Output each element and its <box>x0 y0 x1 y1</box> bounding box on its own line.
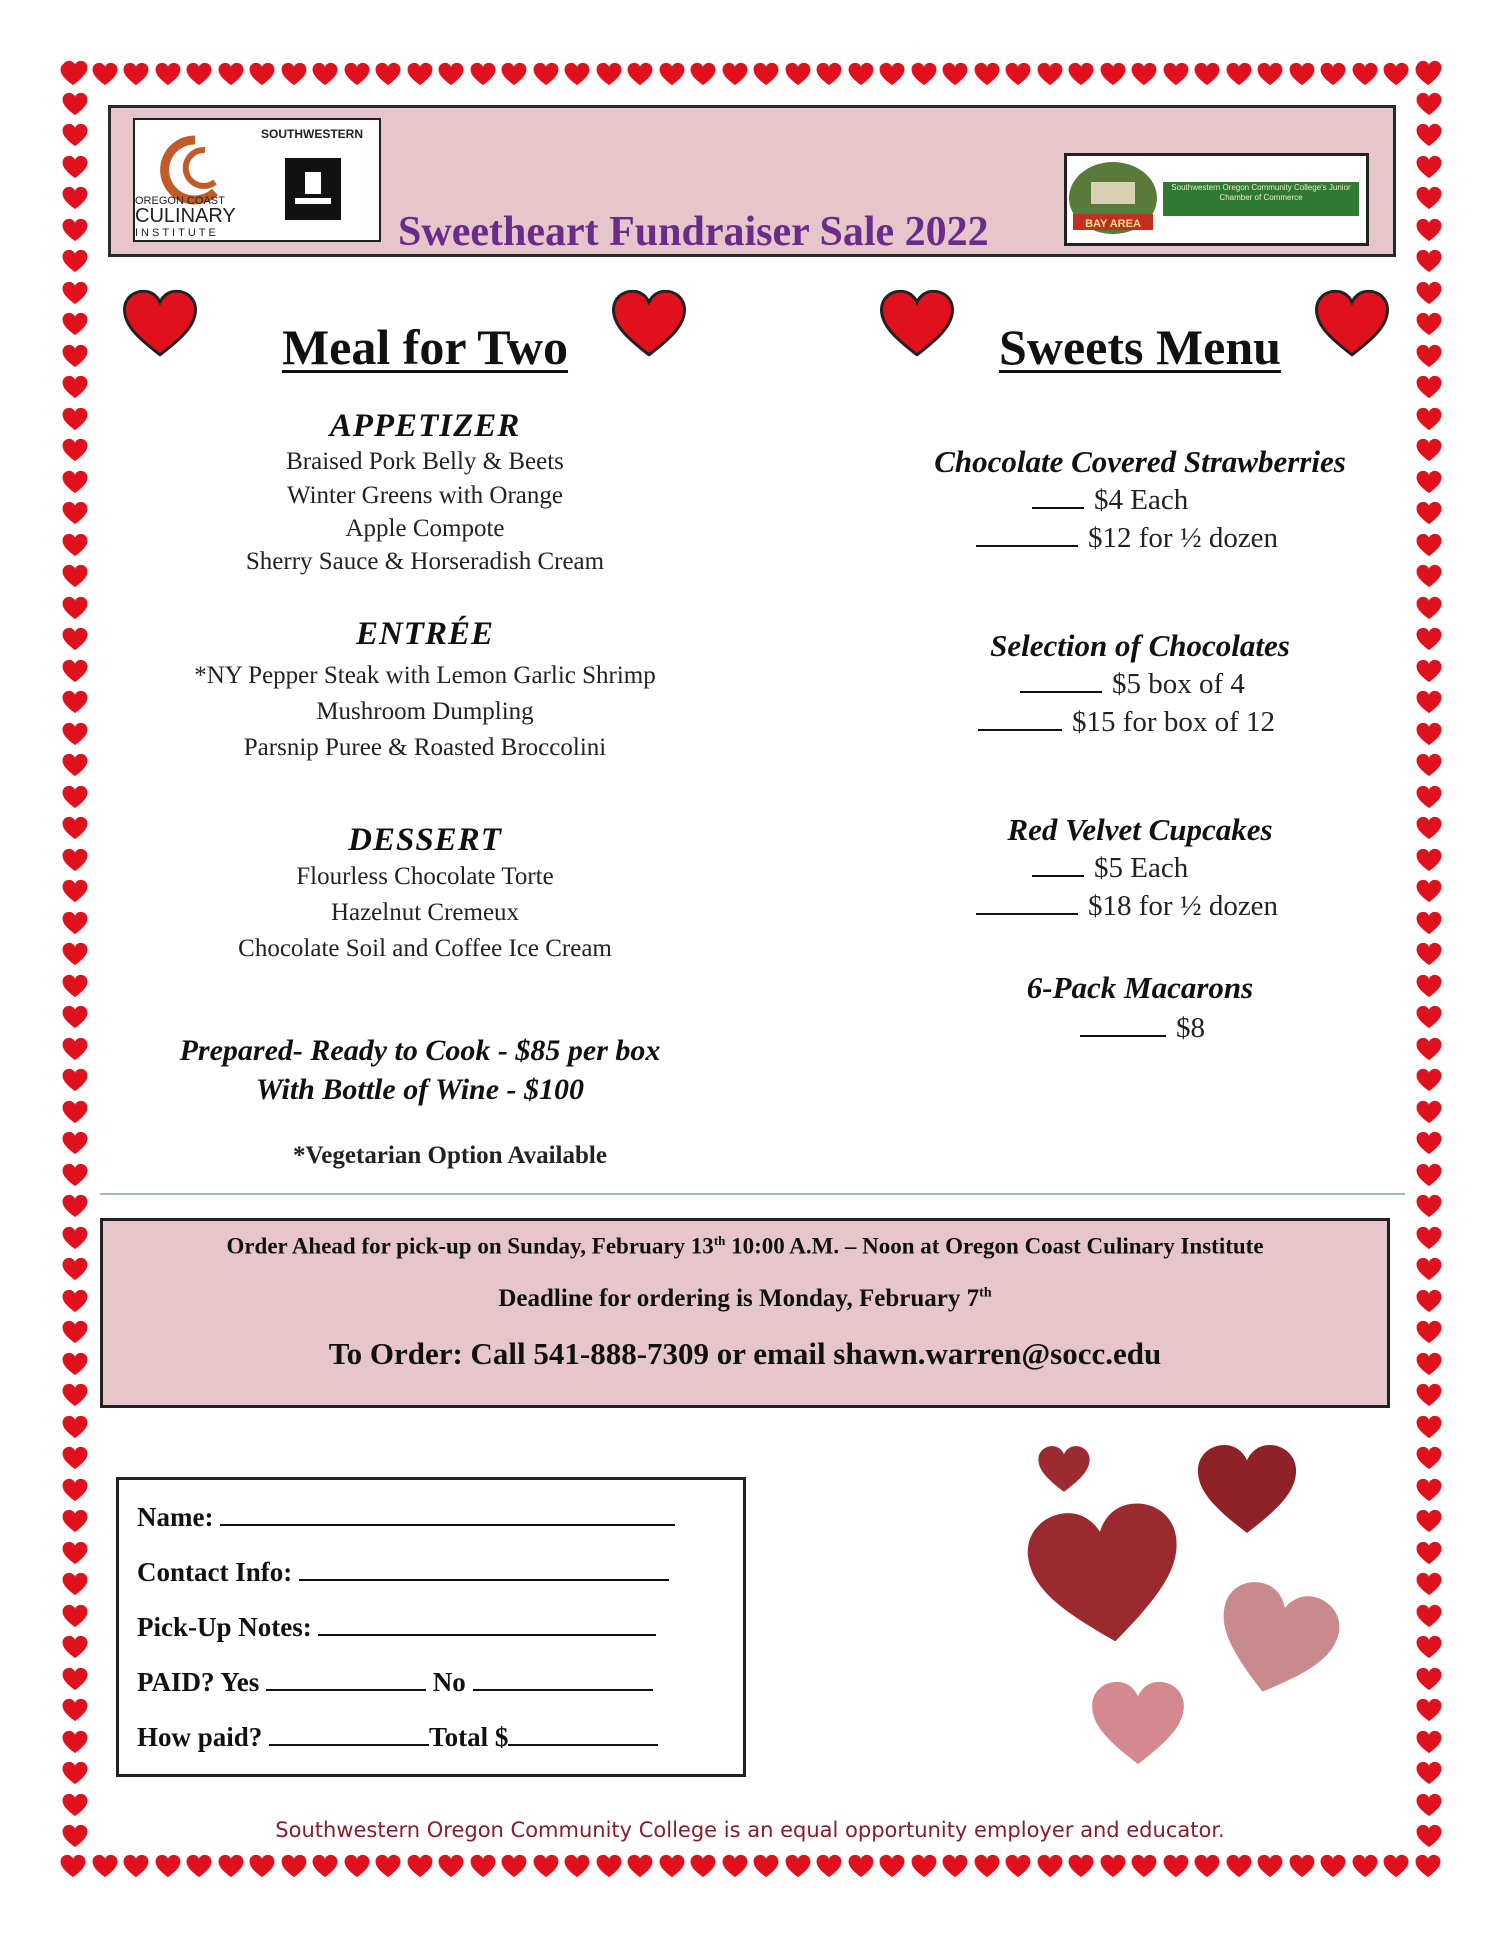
border-heart-icon <box>62 281 88 305</box>
border-heart-icon <box>1416 155 1442 179</box>
border-heart-icon <box>344 62 370 86</box>
border-heart-icon <box>1416 186 1442 210</box>
border-heart-icon <box>1416 1793 1442 1817</box>
border-heart-icon <box>62 470 88 494</box>
border-heart-icon <box>1289 62 1315 86</box>
border-heart-icon <box>1416 1698 1442 1722</box>
border-heart-icon <box>62 375 88 399</box>
border-heart-icon <box>62 1541 88 1565</box>
heart-icon-large <box>1019 1495 1193 1655</box>
border-heart-icon <box>1416 92 1442 116</box>
border-heart-icon <box>753 62 779 86</box>
border-heart-icon <box>1416 123 1442 147</box>
page-title: Sweetheart Fundraiser Sale 2022 <box>398 209 989 255</box>
border-heart-icon <box>1257 1854 1283 1878</box>
border-heart-icon <box>1416 1320 1442 1344</box>
border-heart-icon <box>1416 1005 1442 1029</box>
border-heart-icon <box>1416 848 1442 872</box>
how-paid-field[interactable] <box>269 1724 429 1746</box>
chamber-text: Southwestern Oregon Community College's Junior Chamber of Commerce <box>1171 183 1351 202</box>
border-heart-icon <box>62 1761 88 1785</box>
border-heart-icon <box>312 62 338 86</box>
border-heart-icon <box>1416 1131 1442 1155</box>
border-heart-icon <box>62 785 88 809</box>
price-text: $4 Each <box>1094 484 1189 516</box>
heart-border-top <box>60 60 1444 90</box>
border-heart-icon <box>218 1854 244 1878</box>
border-heart-icon <box>1037 62 1063 86</box>
border-heart-icon <box>848 62 874 86</box>
how-paid-row <box>137 1722 658 1753</box>
sweets-heading: Sweets Menu <box>999 319 1281 375</box>
border-heart-icon <box>123 1854 149 1878</box>
order-contact[interactable]: To Order: Call 541-888-7309 or email shawn.warren@socc.edu <box>328 1336 1162 1371</box>
menu-item: Sherry Sauce & Horseradish Cream <box>245 548 605 575</box>
logo-text-culinary: CULINARY <box>135 205 236 227</box>
border-heart-icon <box>1416 1509 1442 1533</box>
name-row <box>137 1502 675 1533</box>
border-heart-icon <box>249 1854 275 1878</box>
paid-no-field[interactable] <box>473 1669 653 1691</box>
border-heart-icon <box>62 1572 88 1596</box>
border-heart-icon <box>1100 62 1126 86</box>
sweet-price-line <box>978 706 1275 739</box>
border-heart-icon <box>155 1854 181 1878</box>
border-heart-icon <box>785 1854 811 1878</box>
sweet-price-line <box>976 522 1278 555</box>
vegetarian-note: *Vegetarian Option Available <box>293 1142 607 1169</box>
sweet-price-line <box>1080 1012 1205 1045</box>
sweet-price-line <box>1020 668 1245 701</box>
border-heart-icon <box>1416 501 1442 525</box>
border-heart-icon <box>62 1635 88 1659</box>
border-heart-icon <box>659 62 685 86</box>
border-heart-icon <box>407 62 433 86</box>
sweet-price-line <box>1032 484 1188 517</box>
border-heart-icon <box>438 1854 464 1878</box>
border-heart-icon <box>62 942 88 966</box>
border-heart-icon <box>1416 1761 1442 1785</box>
border-heart-icon <box>1416 375 1442 399</box>
menu-item: *NY Pepper Steak with Lemon Garlic Shrimp <box>194 662 656 689</box>
order-blank[interactable] <box>1032 874 1084 877</box>
border-heart-icon <box>62 123 88 147</box>
border-heart-icon <box>1416 785 1442 809</box>
sweet-price-line <box>976 890 1278 923</box>
border-heart-icon <box>816 62 842 86</box>
border-heart-icon <box>62 218 88 242</box>
border-heart-icon <box>942 1854 968 1878</box>
border-heart-icon <box>1226 62 1252 86</box>
price-text: $18 for ½ dozen <box>1088 890 1279 922</box>
border-heart-icon <box>62 407 88 431</box>
border-heart-icon <box>1416 1446 1442 1470</box>
logo-text-southwestern: SOUTHWESTERN <box>261 127 363 141</box>
border-heart-icon <box>1416 344 1442 368</box>
menu-item: Braised Pork Belly & Beets <box>286 448 564 475</box>
sweet-item-name: Chocolate Covered Strawberries <box>934 444 1346 479</box>
border-heart-icon <box>722 1854 748 1878</box>
border-heart-icon <box>1163 62 1189 86</box>
border-heart-icon <box>470 1854 496 1878</box>
border-heart-icon <box>62 312 88 336</box>
order-blank[interactable] <box>1020 690 1102 693</box>
border-heart-icon <box>501 62 527 86</box>
border-heart-icon <box>62 1604 88 1628</box>
border-heart-icon <box>879 1854 905 1878</box>
order-blank[interactable] <box>976 544 1078 547</box>
border-heart-icon <box>753 1854 779 1878</box>
border-heart-icon <box>1352 62 1378 86</box>
border-heart-icon <box>344 1854 370 1878</box>
border-heart-icon <box>879 62 905 86</box>
border-heart-icon <box>690 1854 716 1878</box>
heart-icon-medium <box>1193 1443 1301 1535</box>
border-heart-icon <box>62 1289 88 1313</box>
border-heart-icon <box>62 501 88 525</box>
border-heart-icon <box>533 62 559 86</box>
order-blank[interactable] <box>1032 506 1084 509</box>
contact-row <box>137 1557 669 1588</box>
border-heart-icon <box>62 1257 88 1281</box>
border-heart-icon <box>1416 753 1442 777</box>
border-heart-icon <box>1068 62 1094 86</box>
menu-item: Parsnip Puree & Roasted Broccolini <box>243 734 607 761</box>
how-paid-label: How paid? <box>137 1722 263 1752</box>
border-heart-icon <box>62 1131 88 1155</box>
border-heart-icon <box>564 62 590 86</box>
border-heart-icon <box>1005 1854 1031 1878</box>
border-heart-icon <box>1416 596 1442 620</box>
border-heart-icon <box>1416 281 1442 305</box>
border-heart-icon <box>911 1854 937 1878</box>
border-heart-icon <box>1416 1194 1442 1218</box>
border-heart-icon <box>1416 564 1442 588</box>
border-heart-icon <box>1416 1226 1442 1250</box>
culinary-logo-icon <box>135 120 379 240</box>
border-heart-icon <box>564 1854 590 1878</box>
badge-text-bay-area: BAY AREA <box>1085 218 1141 230</box>
border-heart-icon <box>1416 533 1442 557</box>
heart-border-left <box>60 60 90 1864</box>
border-heart-icon <box>627 62 653 86</box>
heart-border-bottom <box>60 1852 1444 1882</box>
border-heart-icon <box>1194 1854 1220 1878</box>
name-label: Name: <box>137 1502 214 1532</box>
border-heart-icon <box>1416 1730 1442 1754</box>
border-heart-icon <box>1416 312 1442 336</box>
border-heart-icon <box>281 62 307 86</box>
deadline-sup: th <box>979 1285 992 1301</box>
border-heart-icon <box>62 1226 88 1250</box>
pickup-sup: th <box>713 1233 726 1248</box>
contact-label: Contact Info: <box>137 1557 293 1587</box>
border-heart-icon <box>312 1854 338 1878</box>
paid-no-label: No <box>432 1667 466 1697</box>
border-heart-icon <box>62 1383 88 1407</box>
border-heart-icon <box>816 1854 842 1878</box>
paid-yes-field[interactable] <box>266 1669 426 1691</box>
border-heart-icon <box>1416 1257 1442 1281</box>
border-heart-icon <box>62 1478 88 1502</box>
border-heart-icon <box>1416 1478 1442 1502</box>
border-heart-icon <box>1352 1854 1378 1878</box>
menu-item: Flourless Chocolate Torte <box>296 863 554 890</box>
total-label: Total $ <box>429 1722 509 1752</box>
border-heart-icon <box>1416 1415 1442 1439</box>
order-blank[interactable] <box>1080 1034 1166 1037</box>
border-heart-icon <box>62 659 88 683</box>
name-field[interactable] <box>220 1504 675 1526</box>
logo-text-institute: INSTITUTE <box>135 227 219 239</box>
border-heart-icon <box>62 816 88 840</box>
border-heart-icon <box>1416 60 1442 84</box>
border-heart-icon <box>62 344 88 368</box>
deadline-info <box>103 1285 1387 1313</box>
price-text: $8 <box>1176 1012 1205 1044</box>
pickup-text-2: 10:00 A.M. – Noon at Oregon Coast Culinary Institute <box>725 1233 1264 1259</box>
border-heart-icon <box>1037 1854 1063 1878</box>
price-text: $15 for box of 12 <box>1072 706 1275 738</box>
paid-yes-label: PAID? Yes <box>137 1667 260 1697</box>
border-heart-icon <box>1416 879 1442 903</box>
border-heart-icon <box>1416 1572 1442 1596</box>
entree-heading: ENTRÉE <box>355 616 495 652</box>
border-heart-icon <box>92 62 118 86</box>
meal-heading: Meal for Two <box>281 319 569 375</box>
contact-field[interactable] <box>299 1559 669 1581</box>
pickup-notes-row <box>137 1612 656 1643</box>
border-heart-icon <box>62 249 88 273</box>
border-heart-icon <box>974 62 1000 86</box>
heart-border-right <box>1414 60 1444 1864</box>
footer-text: Southwestern Oregon Community College is an equal opportunity employer and educator. <box>275 1818 1225 1842</box>
border-heart-icon <box>62 1793 88 1817</box>
menu-item: Mushroom Dumpling <box>316 698 534 725</box>
border-heart-icon <box>1416 1541 1442 1565</box>
border-heart-icon <box>1416 249 1442 273</box>
header-banner <box>108 105 1396 257</box>
border-heart-icon <box>848 1854 874 1878</box>
pickup-notes-label: Pick-Up Notes: <box>137 1612 312 1642</box>
border-heart-icon <box>1226 1854 1252 1878</box>
border-heart-icon <box>1416 1068 1442 1092</box>
border-heart-icon <box>218 62 244 86</box>
border-heart-icon <box>62 1100 88 1124</box>
border-heart-icon <box>1068 1854 1094 1878</box>
border-heart-icon <box>62 1352 88 1376</box>
border-heart-icon <box>1005 62 1031 86</box>
border-heart-icon <box>155 62 181 86</box>
culinary-institute-logo <box>133 118 381 242</box>
heart-icon-pink <box>1203 1571 1350 1711</box>
pickup-text: Order Ahead for pick-up on Sunday, February 13 <box>226 1233 714 1259</box>
logo-text-oregon-coast: OREGON COAST <box>135 195 225 207</box>
junior-chamber-logo <box>1064 153 1369 246</box>
border-heart-icon <box>62 753 88 777</box>
menu-item: Apple Compote <box>345 515 505 542</box>
border-heart-icon <box>1257 62 1283 86</box>
border-heart-icon <box>62 1068 88 1092</box>
border-heart-icon <box>62 92 88 116</box>
sweet-item-name: Red Velvet Cupcakes <box>1007 812 1273 847</box>
order-blank[interactable] <box>976 912 1078 915</box>
border-heart-icon <box>62 627 88 651</box>
sweet-item-name: 6-Pack Macarons <box>1026 970 1254 1005</box>
border-heart-icon <box>407 1854 433 1878</box>
border-heart-icon <box>1416 407 1442 431</box>
heart-icon-1 <box>123 282 197 364</box>
border-heart-icon <box>438 62 464 86</box>
order-form <box>116 1477 746 1777</box>
total-field[interactable] <box>508 1724 658 1746</box>
border-heart-icon <box>62 1730 88 1754</box>
border-heart-icon <box>62 690 88 714</box>
border-heart-icon <box>62 1415 88 1439</box>
border-heart-icon <box>62 1037 88 1061</box>
menu-item: Chocolate Soil and Coffee Ice Cream <box>238 935 612 962</box>
border-heart-icon <box>722 62 748 86</box>
sweet-price-line <box>1032 852 1188 885</box>
border-heart-icon <box>186 1854 212 1878</box>
border-heart-icon <box>62 60 88 84</box>
meal-price-line: Prepared- Ready to Cook - $85 per box <box>179 1034 661 1067</box>
border-heart-icon <box>62 1320 88 1344</box>
border-heart-icon <box>62 155 88 179</box>
price-text: $5 Each <box>1094 852 1189 884</box>
border-heart-icon <box>62 1698 88 1722</box>
border-heart-icon <box>596 62 622 86</box>
border-heart-icon <box>659 1854 685 1878</box>
price-text: $5 box of 4 <box>1112 668 1245 700</box>
border-heart-icon <box>62 879 88 903</box>
border-heart-icon <box>375 1854 401 1878</box>
border-heart-icon <box>62 1667 88 1691</box>
border-heart-icon <box>1320 1854 1346 1878</box>
border-heart-icon <box>1383 62 1409 86</box>
menu-item: Hazelnut Cremeux <box>330 899 520 926</box>
border-heart-icon <box>62 848 88 872</box>
order-blank[interactable] <box>978 728 1062 731</box>
border-heart-icon <box>533 1854 559 1878</box>
border-heart-icon <box>249 62 275 86</box>
border-heart-icon <box>62 911 88 935</box>
heart-icon-small <box>1037 1445 1091 1493</box>
border-heart-icon <box>627 1854 653 1878</box>
border-heart-icon <box>62 596 88 620</box>
paid-row <box>137 1667 653 1698</box>
border-heart-icon <box>1194 62 1220 86</box>
sweet-item-name: Selection of Chocolates <box>990 628 1290 663</box>
border-heart-icon <box>1416 1383 1442 1407</box>
border-heart-icon <box>596 1854 622 1878</box>
border-heart-icon <box>375 62 401 86</box>
border-heart-icon <box>1320 62 1346 86</box>
border-heart-icon <box>62 564 88 588</box>
divider <box>100 1193 1405 1195</box>
border-heart-icon <box>1131 62 1157 86</box>
border-heart-icon <box>1163 1854 1189 1878</box>
border-heart-icon <box>1416 1667 1442 1691</box>
border-heart-icon <box>186 62 212 86</box>
border-heart-icon <box>1416 1163 1442 1187</box>
order-info-box <box>100 1218 1390 1408</box>
border-heart-icon <box>62 1163 88 1187</box>
dessert-heading: DESSERT <box>348 822 502 858</box>
border-heart-icon <box>501 1854 527 1878</box>
border-heart-icon <box>942 62 968 86</box>
border-heart-icon <box>62 1194 88 1218</box>
border-heart-icon <box>1416 1352 1442 1376</box>
border-heart-icon <box>911 62 937 86</box>
border-heart-icon <box>62 1446 88 1470</box>
border-heart-icon <box>62 722 88 746</box>
border-heart-icon <box>1100 1854 1126 1878</box>
border-heart-icon <box>62 533 88 557</box>
heart-icon-light <box>1088 1680 1188 1766</box>
border-heart-icon <box>1416 690 1442 714</box>
border-heart-icon <box>1416 1289 1442 1313</box>
border-heart-icon <box>62 1005 88 1029</box>
border-heart-icon <box>62 438 88 462</box>
border-heart-icon <box>1289 1854 1315 1878</box>
border-heart-icon <box>785 62 811 86</box>
border-heart-icon <box>123 62 149 86</box>
meal-wine-price-line: With Bottle of Wine - $100 <box>255 1073 585 1106</box>
border-heart-icon <box>62 974 88 998</box>
border-heart-icon <box>62 186 88 210</box>
border-heart-icon <box>1416 218 1442 242</box>
border-heart-icon <box>690 62 716 86</box>
border-heart-icon <box>974 1854 1000 1878</box>
price-text: $12 for ½ dozen <box>1088 522 1279 554</box>
border-heart-icon <box>281 1854 307 1878</box>
bay-area-badge-icon <box>1067 156 1366 243</box>
deadline-text: Deadline for ordering is Monday, February 7 <box>498 1285 980 1312</box>
border-heart-icon <box>62 1509 88 1533</box>
border-heart-icon <box>1416 1604 1442 1628</box>
border-heart-icon <box>1131 1854 1157 1878</box>
border-heart-icon <box>470 62 496 86</box>
border-heart-icon <box>1416 942 1442 966</box>
border-heart-icon <box>1416 1037 1442 1061</box>
border-heart-icon <box>1416 911 1442 935</box>
border-heart-icon <box>1416 1635 1442 1659</box>
appetizer-heading: APPETIZER <box>329 408 521 444</box>
menu-item: Winter Greens with Orange <box>287 482 563 509</box>
border-heart-icon <box>1383 1854 1409 1878</box>
pickup-info <box>103 1233 1387 1260</box>
pickup-notes-field[interactable] <box>318 1614 656 1636</box>
border-heart-icon <box>1416 1100 1442 1124</box>
border-heart-icon <box>92 1854 118 1878</box>
border-heart-icon <box>1416 722 1442 746</box>
